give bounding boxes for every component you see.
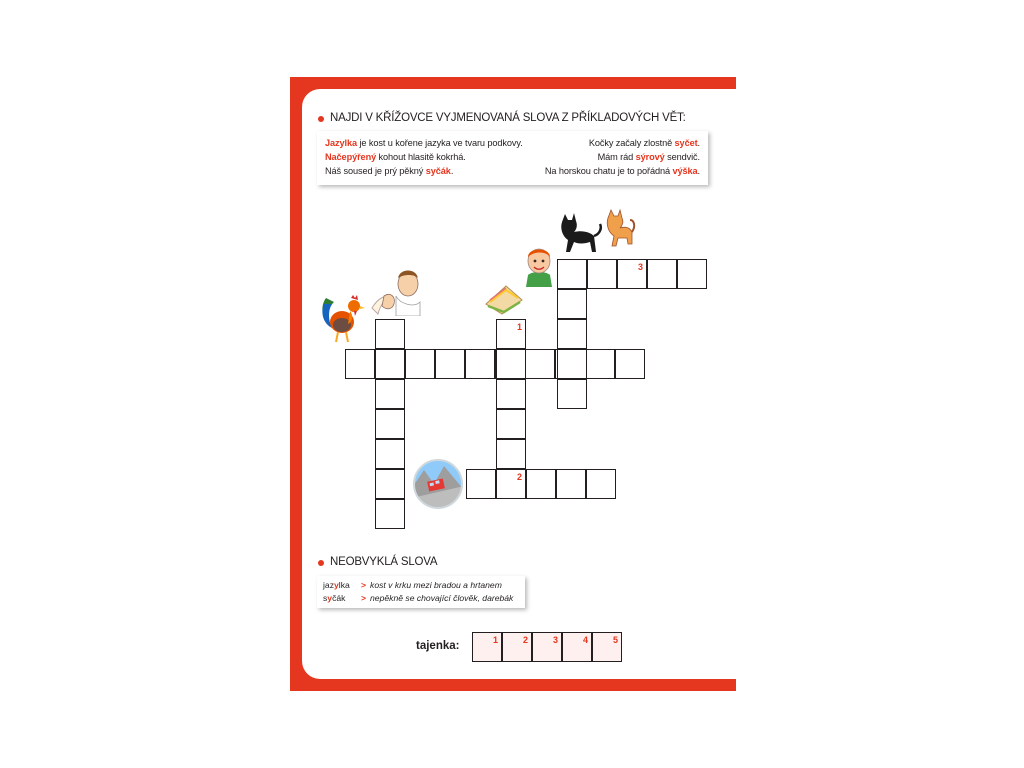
glossary-word-part: čák <box>332 593 346 603</box>
highlighted-word: sýrový <box>635 152 665 162</box>
sentence-text: Mám rád <box>597 152 636 162</box>
sentence-3 <box>325 165 453 177</box>
solution-label: tajenka: <box>416 640 460 652</box>
crossword-cell[interactable] <box>435 349 465 379</box>
sentence-4 <box>589 137 700 149</box>
crossword-cell[interactable] <box>557 259 587 289</box>
crossword-cell[interactable] <box>405 349 435 379</box>
task-heading: NAJDI V KŘÍŽOVCE VYJMENOVANÁ SLOVA Z PŘÍKLADOVÝCH VĚT: <box>330 112 686 124</box>
sentence-text: Kočky začaly zlostně <box>588 138 675 148</box>
crossword-cell[interactable] <box>375 469 405 499</box>
crossword-cell[interactable] <box>496 379 526 409</box>
crossword-cell[interactable] <box>587 259 617 289</box>
sentence-text: . <box>697 166 700 176</box>
heading-bullet <box>318 116 324 122</box>
clue-number: 2 <box>516 472 522 482</box>
sentence-text: kohout hlasitě kokrhá. <box>376 152 466 162</box>
arrow-icon: > <box>361 593 367 603</box>
solution-number: 3 <box>552 635 558 645</box>
crossword-cell[interactable] <box>466 469 496 499</box>
boy-face-picture <box>522 245 556 287</box>
glossary-word-letter: y <box>334 580 339 590</box>
sentence-2 <box>325 151 466 163</box>
sentence-text: sendvič. <box>664 152 700 162</box>
sentence-text: Náš soused je prý pěkný <box>325 166 426 176</box>
glossary-word-letter: y <box>327 593 333 603</box>
clue-number: 1 <box>516 322 522 332</box>
crossword-cell[interactable] <box>647 259 677 289</box>
solution-number: 2 <box>522 635 528 645</box>
crossword-cell[interactable] <box>557 379 587 409</box>
solution-cell[interactable] <box>592 632 622 662</box>
crossword-cell[interactable] <box>496 409 526 439</box>
solution-cell[interactable] <box>472 632 502 662</box>
highlighted-word: syčák <box>425 166 451 176</box>
crossword-cell[interactable] <box>557 319 587 349</box>
solution-cell[interactable] <box>562 632 592 662</box>
crossword-cell[interactable] <box>585 349 615 379</box>
crossword-cell[interactable] <box>677 259 707 289</box>
crossword-cell[interactable] <box>525 349 555 379</box>
sentence-6 <box>545 165 700 177</box>
crossword-cell[interactable] <box>375 409 405 439</box>
highlighted-word: výška <box>672 166 698 176</box>
crossword-cell[interactable] <box>557 349 587 379</box>
crossword-cell[interactable] <box>375 379 405 409</box>
crossword-cell[interactable] <box>526 469 556 499</box>
highlighted-word: Načepýřený <box>325 152 377 162</box>
glossary-definition: kost v krku mezi bradou a hrtanem <box>370 580 502 590</box>
sentence-text: . <box>450 166 454 176</box>
crossword-cell[interactable] <box>557 289 587 319</box>
sentence-text: je kost u kořene jazyka ve tvaru podkovy. <box>357 138 523 148</box>
sentence-1 <box>325 137 523 149</box>
crossword-cell[interactable] <box>496 319 526 349</box>
clue-number: 3 <box>637 262 643 272</box>
unusual-words-heading: NEOBVYKLÁ SLOVA <box>330 556 438 568</box>
solution-number: 5 <box>612 635 618 645</box>
sentence-5 <box>598 151 700 163</box>
glossary-definition: nepěkně se chovající člověk, darebák <box>370 593 514 603</box>
sentence-text: . <box>697 138 700 148</box>
mountain-train-picture <box>412 458 464 510</box>
glossary-word <box>323 593 361 603</box>
crossword-cell[interactable] <box>375 499 405 529</box>
crossword-cell[interactable] <box>496 469 526 499</box>
crossword-cell[interactable] <box>345 349 375 379</box>
example-sentences-box <box>317 131 708 185</box>
boy-with-scarf-picture <box>370 268 422 316</box>
heading-bullet <box>318 560 324 566</box>
highlighted-word: Jazylka <box>325 138 357 148</box>
glossary-word-part: jaz <box>323 580 334 590</box>
glossary-word-part: s <box>323 593 328 603</box>
sandwich-picture <box>484 282 524 316</box>
crossword-cell[interactable] <box>586 469 616 499</box>
crossword-cell[interactable] <box>465 349 495 379</box>
glossary-word <box>323 580 361 590</box>
solution-number: 1 <box>492 635 498 645</box>
glossary-box <box>317 576 525 608</box>
sentence-text: Na horskou chatu je to pořádná <box>544 166 673 176</box>
crossword-cell[interactable] <box>615 349 645 379</box>
crossword-cell[interactable] <box>617 259 647 289</box>
crossword-cell[interactable] <box>375 439 405 469</box>
cats-picture <box>556 208 636 254</box>
crossword-cell[interactable] <box>375 319 405 349</box>
glossary-row <box>323 593 513 603</box>
crossword-cell[interactable] <box>496 349 526 379</box>
glossary-word-part: lka <box>338 580 350 590</box>
solution-cell[interactable] <box>532 632 562 662</box>
solution-number: 4 <box>582 635 588 645</box>
crossword-cell[interactable] <box>496 439 526 469</box>
glossary-row <box>323 580 502 590</box>
crossword-cell[interactable] <box>375 349 405 379</box>
rooster-picture <box>320 292 366 344</box>
highlighted-word: syčet <box>674 138 698 148</box>
solution-cell[interactable] <box>502 632 532 662</box>
crossword-cell[interactable] <box>556 469 586 499</box>
arrow-icon: > <box>361 580 367 590</box>
